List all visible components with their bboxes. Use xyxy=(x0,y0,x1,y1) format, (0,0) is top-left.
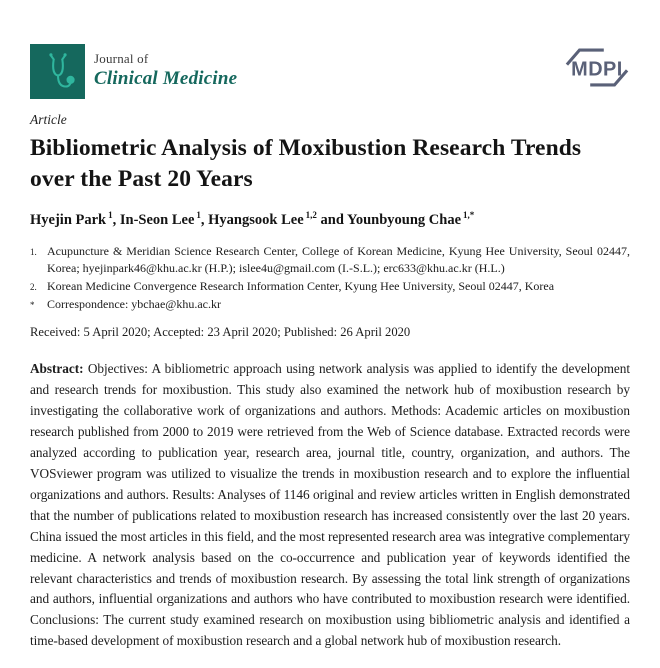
dates-line: Received: 5 April 2020; Accepted: 23 April 2020; Published: 26 April 2020 xyxy=(30,325,411,340)
author-superscript: 1 xyxy=(196,210,201,221)
author-superscript: 1 xyxy=(108,210,113,221)
affiliation-text: Korean Medicine Convergence Research Information Center, Kyung Hee University, Seoul 02447, Korea xyxy=(47,278,555,293)
authors-line xyxy=(30,210,630,229)
author-separator: , xyxy=(200,211,209,228)
author-name: In-Seon Lee xyxy=(119,211,195,228)
journal-name-label: Clinical Medicine xyxy=(94,68,238,89)
article-type-label: Article xyxy=(30,112,67,127)
mdpi-wordmark: MDPI xyxy=(571,58,623,81)
abstract-label: Abstract: xyxy=(30,361,84,377)
journal-brand xyxy=(30,44,237,99)
affiliation-text: Acupuncture & Meridian Science Research Center, College of Korean Medicine, Kyung Hee University, Seoul 02447, Korea; hyejinpark46@khu.ac.kr (H.P.); islee4u@gmail.com (I.-S.L.); erc633@khu.ac.kr (H.L.) xyxy=(47,243,630,276)
affiliations-list xyxy=(30,243,630,315)
journal-logo xyxy=(30,44,85,99)
mdpi-hexagon-icon xyxy=(564,46,630,89)
abstract-text: Objectives: A bibliometric approach using network analysis was applied to identify the development and research trends for moxibustion. This study also examined the network hub of moxibustion research by investigating the collaborative work of organizations and authors. Methods: Academic articles on moxibustion research published from 2000 to 2019 were retrieved from the Web of Science database. Extracted records were analyzed according to publication year, research area, journal title, country, organization, and authors. The VOSviewer program was utilized to visualize the trends in moxibustion research and to explore the influential organizations and authors. Results: Analyses of 1146 original and review articles written in English demonstrated that the number of publications related to moxibustion research has increased consistently over the last 20 years. China issued the most articles in this field, and the most represented research area was integrative complementary medicine. A network analysis based on the co-occurrence and publication year of keywords identified the relevant characteristics and trends of moxibustion research. By assessing the total link strength of organizations and authors, influential organizations and authors who have contributed to moxibustion research were identified. Conclusions: The current study examined research on moxibustion using bibliometric analysis and identified a time-based development of moxibustion research and a global network hub of moxibustion research. xyxy=(30,361,630,649)
stethoscope-icon xyxy=(36,50,80,94)
affiliation-item xyxy=(30,243,630,278)
author-name: Younbyoung Chae xyxy=(346,211,462,228)
affiliation-marker: 2. xyxy=(30,281,37,292)
author-separator: and xyxy=(316,211,347,228)
author-name: Hyangsook Lee xyxy=(208,211,304,228)
author-superscript: 1,* xyxy=(463,210,475,221)
author-name: Hyejin Park xyxy=(30,211,107,228)
mdpi-logo xyxy=(564,46,630,94)
affiliation-marker: 1. xyxy=(30,246,37,257)
affiliation-marker: * xyxy=(30,300,35,311)
author-separator: , xyxy=(112,211,120,228)
journal-prefix-label: Journal of xyxy=(94,51,149,66)
affiliation-item xyxy=(30,278,630,296)
affiliation-text: Correspondence: ybchae@khu.ac.kr xyxy=(47,297,221,312)
abstract xyxy=(30,359,630,652)
page-header xyxy=(30,44,630,99)
page-title: Bibliometric Analysis of Moxibustion Research Trends over the Past 20 Years xyxy=(30,135,582,193)
journal-title-block xyxy=(94,44,237,99)
affiliation-item xyxy=(30,296,630,314)
author-superscript: 1,2 xyxy=(305,210,317,221)
